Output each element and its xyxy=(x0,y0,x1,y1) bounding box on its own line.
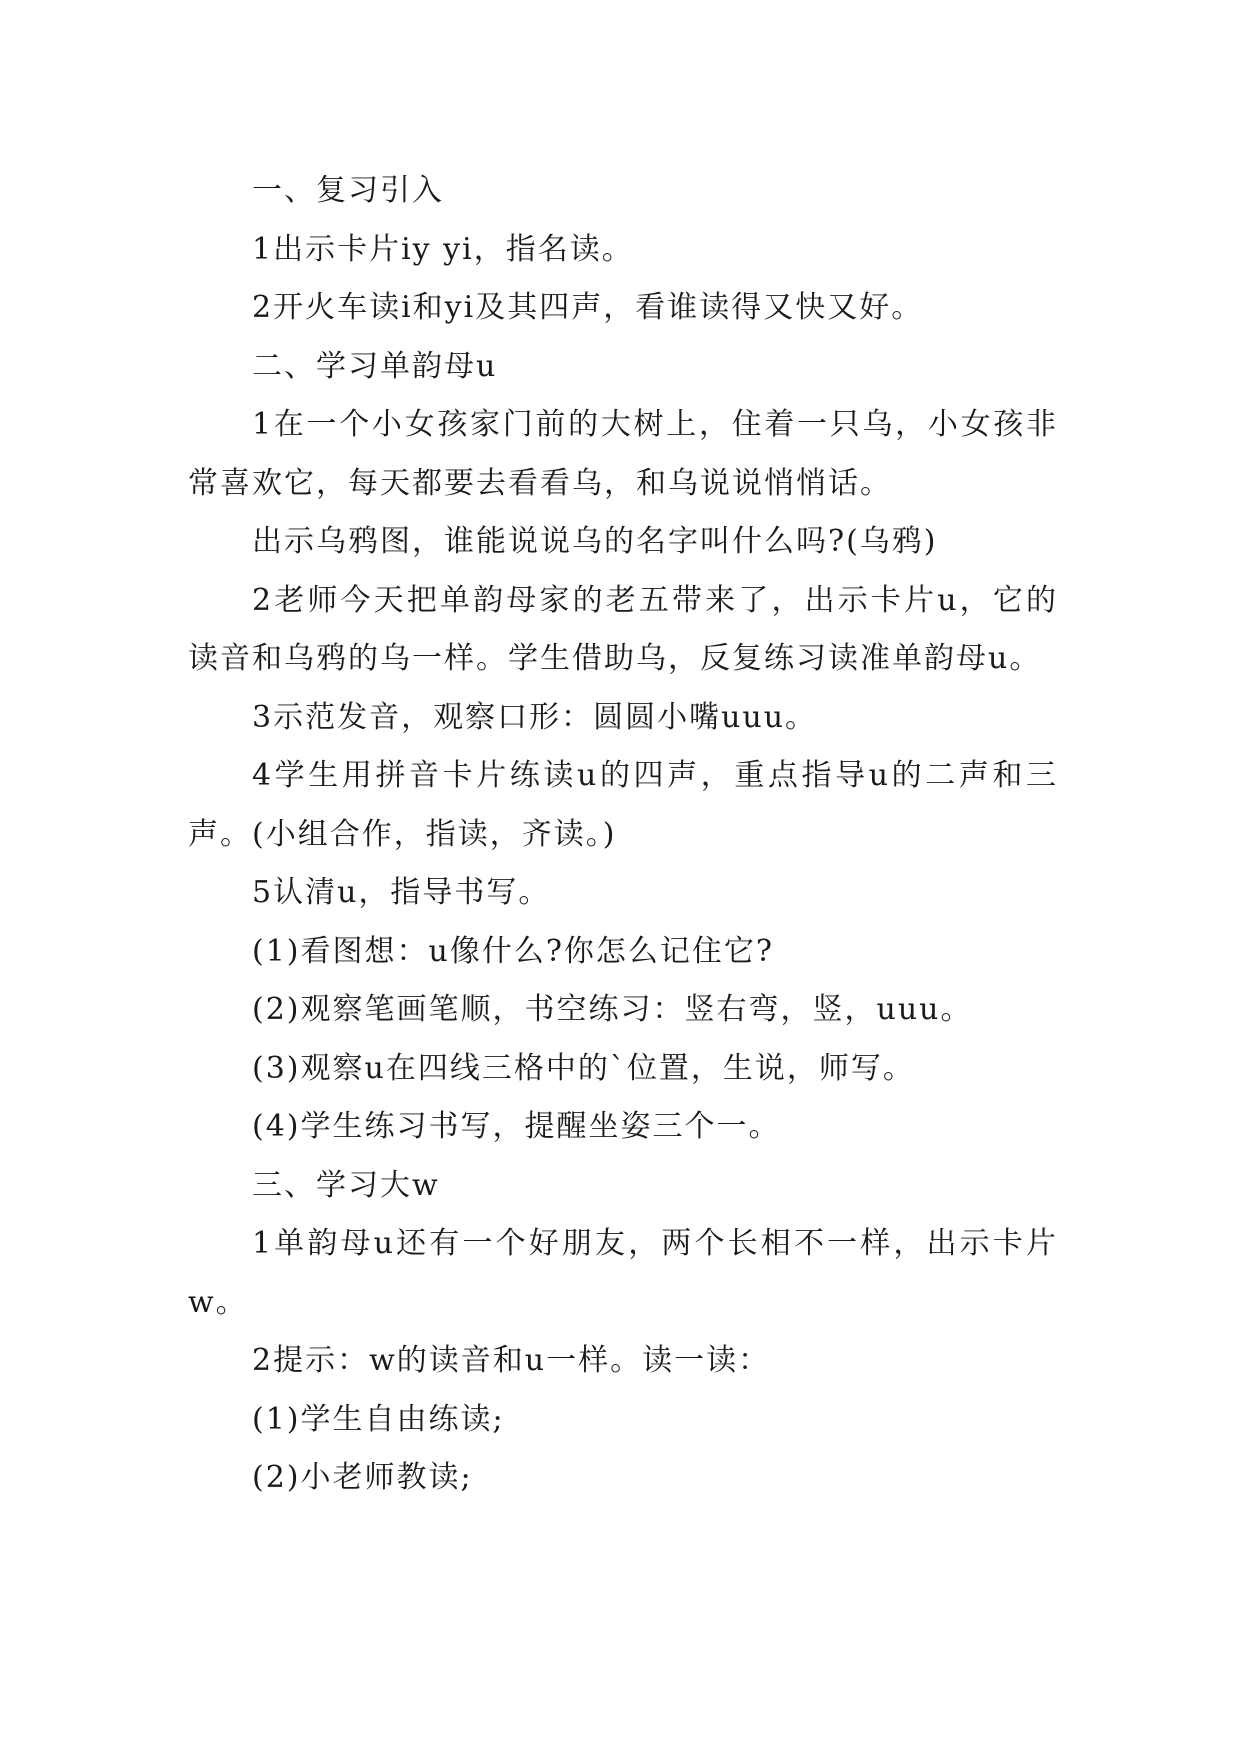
list-item: (2)小老师教读; xyxy=(252,1460,473,1495)
paragraph: 5认清u，指导书写。 xyxy=(252,875,551,910)
paragraph: 出示乌鸦图，谁能说说乌的名字叫什么吗?(乌鸦) xyxy=(252,524,938,559)
paragraph: 2老师今天把单韵母家的老五带来了，出示卡片u，它的读音和乌鸦的乌一样。学生借助乌，反复练习读准单韵母u。 xyxy=(188,582,1058,676)
paragraph: 3示范发音，观察口形：圆圆小嘴uuu。 xyxy=(252,699,818,735)
list-item: (1)看图想：u像什么?你怎么记住它? xyxy=(252,933,774,969)
paragraph: 1在一个小女孩家门前的大树上，住着一只乌，小女孩非常喜欢它，每天都要去看看乌，和乌说说悄悄话。 xyxy=(188,407,1058,501)
list-item: (3)观察u在四线三格中的`位置，生说，师写。 xyxy=(252,1050,915,1086)
paragraph: 4学生用拼音卡片练读u的四声，重点指导u的二声和三声。(小组合作，指读，齐读。) xyxy=(188,758,1058,852)
list-item: (4)学生练习书写，提醒坐姿三个一。 xyxy=(252,1109,781,1144)
document-body xyxy=(188,162,1058,1508)
paragraph: 2开火车读i和yi及其四声，看谁读得又快又好。 xyxy=(252,290,924,325)
paragraph: 1出示卡片iy yi，指名读。 xyxy=(252,231,634,267)
paragraph: 2提示：w的读音和u一样。读一读： xyxy=(252,1343,771,1378)
section-heading-review: 一、复习引入 xyxy=(252,173,444,208)
list-item: (1)学生自由练读; xyxy=(252,1401,505,1437)
paragraph: 1单韵母u还有一个好朋友，两个长相不一样，出示卡片w。 xyxy=(188,1226,1058,1320)
list-item: (2)观察笔画笔顺，书空练习：竖右弯，竖，uuu。 xyxy=(252,992,973,1027)
section-heading-vowel-u: 二、学习单韵母u xyxy=(252,348,498,384)
section-heading-w: 三、学习大w xyxy=(252,1167,440,1203)
